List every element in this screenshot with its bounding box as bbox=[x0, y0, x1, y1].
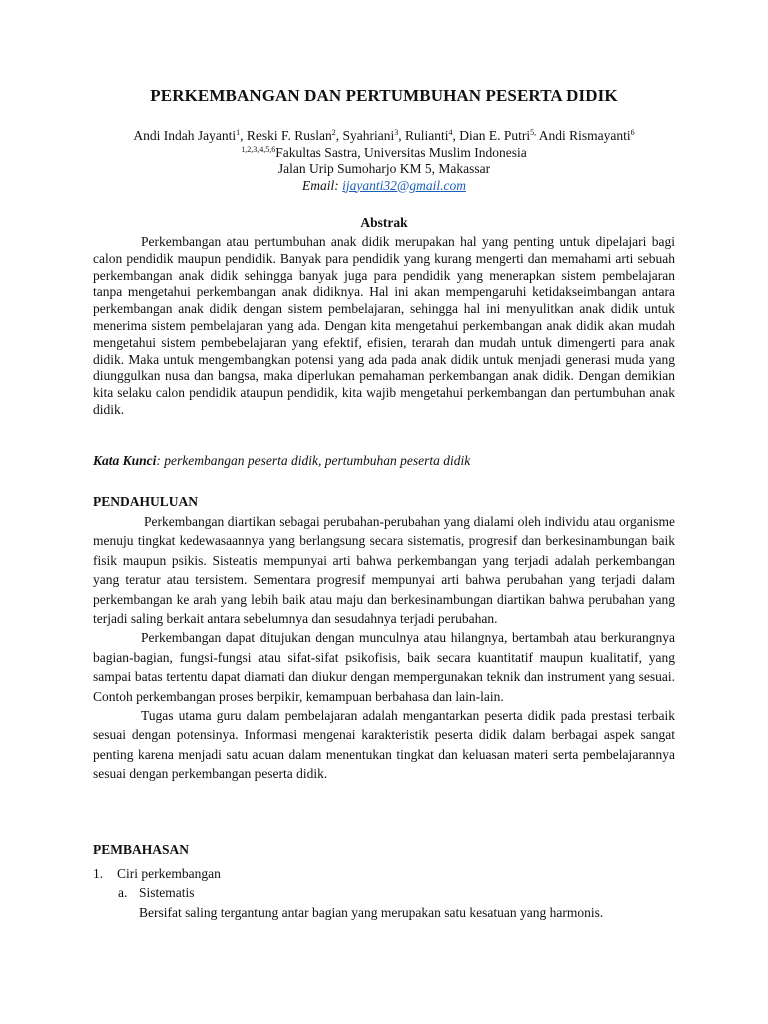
author-sup: 3 bbox=[394, 128, 399, 137]
abstract-heading: Abstrak bbox=[360, 215, 408, 230]
section-heading-discussion: PEMBAHASAN bbox=[93, 842, 190, 857]
author-sep: , bbox=[335, 128, 343, 143]
sub-list-item bbox=[118, 885, 195, 901]
author-name: Reski F. Ruslan bbox=[246, 128, 332, 143]
paper-title: PERKEMBANGAN DAN PERTUMBUHAN PESERTA DIDIK bbox=[150, 86, 618, 105]
sub-list-letter: a. bbox=[118, 885, 128, 900]
author-block bbox=[0, 128, 768, 194]
list-item bbox=[93, 866, 221, 882]
intro-paragraph: Perkembangan dapat ditujukan dengan munculnya atau hilangnya, bertambah atau berkurangnya bagian-bagian, fungsi-fungsi atau sifat-sifat psikofisis, baik secara kuantitatif maupun kualitatif, yang sampai batas tertentu dapat diamati dan diukur dengan mempergunakan teknik dan instrument yang sesuai. Contoh perkembangan proses berpikir, kemampuan berbahasa dan lain-lain. bbox=[93, 630, 675, 704]
author-name: Syahriani bbox=[342, 128, 395, 143]
email-link[interactable]: ijayanti32@gmail.com bbox=[342, 177, 466, 193]
author-sup: 1 bbox=[236, 128, 241, 137]
author-name: Andi Indah Jayanti bbox=[133, 128, 237, 143]
intro-body bbox=[93, 512, 675, 784]
affiliation bbox=[0, 145, 768, 162]
sub-item-description: Bersifat saling tergantung antar bagian yang merupakan satu kesatuan yang harmonis. bbox=[139, 905, 604, 920]
author-name: Andi Rismayanti bbox=[538, 128, 631, 143]
keywords-label: Kata Kunci bbox=[93, 453, 157, 468]
intro-paragraph: Tugas utama guru dalam pembelajaran adalah mengantarkan peserta didik pada prestasi terbaik sesuai dengan potensinya. Informasi mengenai karakteristik peserta didik dalam berbagai aspek sangat penting karena menjadi satu acuan dalam menentukan tingkat dan keluasan materi serta pembelajarannya sesuai dengan perkembangan peserta didik. bbox=[93, 708, 675, 782]
keywords-text: : perkembangan peserta didik, pertumbuhan peserta didik bbox=[156, 453, 471, 468]
list-item-text: Ciri perkembangan bbox=[117, 866, 221, 881]
author-sup: 6 bbox=[630, 128, 635, 137]
author-list bbox=[0, 128, 768, 145]
affiliation-text: Fakultas Sastra, Universitas Muslim Indonesia bbox=[275, 144, 527, 160]
author-sup: 4 bbox=[448, 128, 453, 137]
author-sep: , bbox=[398, 128, 405, 143]
author-sup: 5, bbox=[530, 128, 537, 137]
author-sup: 2 bbox=[331, 128, 336, 137]
author-name: Rulianti bbox=[404, 128, 449, 143]
author-sep: , bbox=[240, 128, 247, 143]
keywords-line bbox=[93, 453, 675, 469]
author-sep: , bbox=[452, 128, 460, 143]
email-label: Email: bbox=[302, 177, 343, 193]
author-name: Dian E. Putri bbox=[459, 128, 531, 143]
address: Jalan Urip Sumoharjo KM 5, Makassar bbox=[277, 161, 491, 176]
intro-paragraph: Perkembangan diartikan sebagai perubahan-perubahan yang dialami oleh individu atau organisme menuju tingkat kedewasaannya yang berlangsung secara sistematis, progresif dan berkesinambungan baik fisik maupun psikis. Sisteatis mempunyai arti bahwa perkembangan yang terjadi adalah perkembangan yang teratur atau tersistem. Sementara progresif mempunyai arti bahwa perubahan yang terjadi dalam perkembangan ke arah yang lebih baik atau maju dan berkesinambungan diartikan bahwa perubahan yang terjadi saling berkait antara sebelumnya dan sesudahnya terjadi perubahan. bbox=[93, 514, 675, 627]
abstract-paragraph: Perkembangan atau pertumbuhan anak didik merupakan hal yang penting untuk dipelajari bagi calon pendidik maupun pendidik. Banyak para pendidik yang kurang mengerti dan memahami arti sebuah perkembangan anak didik sehingga banyak juga para pendidik yang menerapkan sistem pembelajaran tanpa mengetahui perkembangan anak didiknya. Hal ini akan mempengaruhi ketidakseimbangan antara perkembangan anak didik dengan sistem pembelajaran, sehingga hal ini menyulitkan anak didik untuk menerima sistem pembelajaran yang ada. Dengan kita mengetahui perkembangan anak didik akan mudah mengetahui sistem pembebelajaran yang efektif, efisien, terarah dan mudah untuk dimengerti para anak didik. Maka untuk mengembangkan potensi yang ada pada anak didik untuk menjadi generasi muda yang diunggulkan nusa dan bangsa, maka diperlukan pemahaman perkembangan anak didik. Dengan demikian kita selaku calon pendidik ataupun pendidik, kita wajib mengetahui perkembangan dan pertumbuhan anak didik. bbox=[93, 234, 675, 417]
list-number: 1. bbox=[93, 866, 104, 881]
section-heading-intro: PENDAHULUAN bbox=[93, 494, 199, 509]
abstract-text bbox=[93, 234, 675, 419]
email-line bbox=[0, 178, 768, 195]
sub-list-text: Sistematis bbox=[139, 885, 195, 900]
affiliation-sup: 1,2,3,4,5,6 bbox=[241, 144, 276, 154]
